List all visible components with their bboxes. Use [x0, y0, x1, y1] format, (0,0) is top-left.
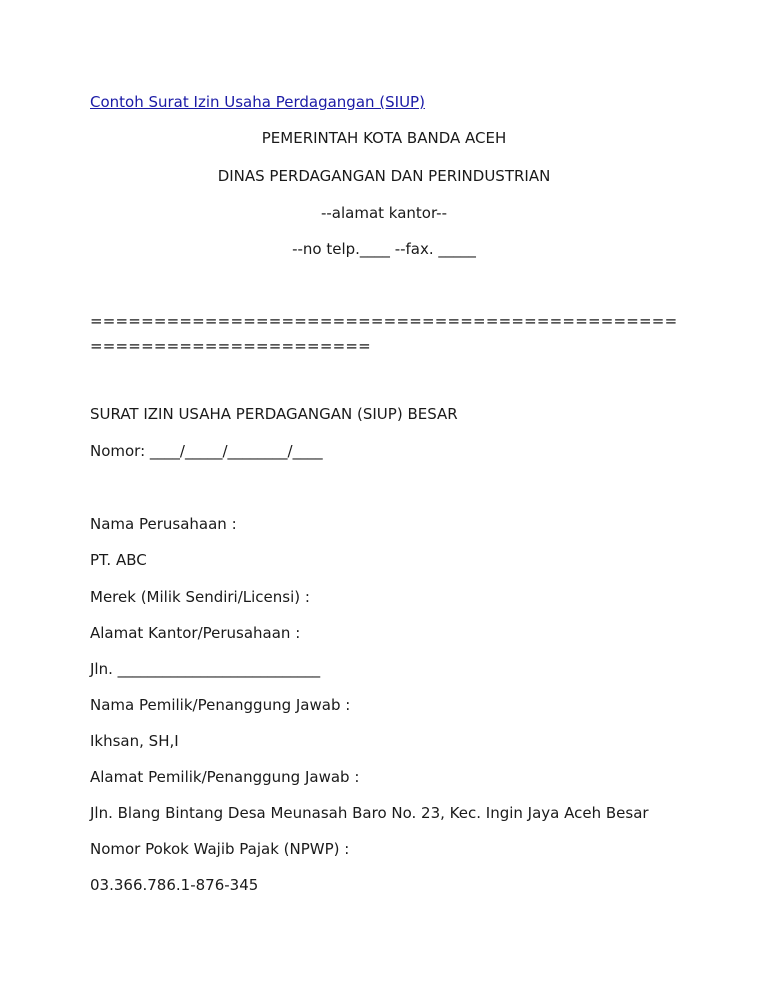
field-owner-name-value: Ikhsan, SH,I	[90, 732, 179, 750]
header-government: PEMERINTAH KOTA BANDA ACEH	[261, 129, 507, 147]
field-owner-address-value: Jln. Blang Bintang Desa Meunasah Baro No. 23, Kec. Ingin Jaya Aceh Besar	[90, 804, 649, 822]
field-npwp-value: 03.366.786.1-876-345	[90, 876, 259, 894]
field-owner-address-label: Alamat Pemilik/Penanggung Jawab :	[90, 768, 360, 786]
title-link[interactable]: Contoh Surat Izin Usaha Perdagangan (SIUP)	[90, 93, 425, 111]
separator-line-1: ==============================================	[90, 312, 678, 330]
header-phone-fax: --no telp.____ --fax. _____	[292, 240, 476, 258]
header-address: --alamat kantor--	[320, 204, 448, 222]
field-office-address-value: Jln. ___________________________	[90, 660, 321, 678]
field-office-address-label: Alamat Kantor/Perusahaan :	[90, 624, 301, 642]
separator-line-2: ======================	[90, 337, 371, 355]
document-heading: SURAT IZIN USAHA PERDAGANGAN (SIUP) BESAR	[90, 405, 458, 423]
field-npwp-label: Nomor Pokok Wajib Pajak (NPWP) :	[90, 840, 350, 858]
document-number: Nomor: ____/_____/________/____	[90, 442, 323, 460]
field-company-name-value: PT. ABC	[90, 551, 147, 569]
field-owner-name-label: Nama Pemilik/Penanggung Jawab :	[90, 696, 351, 714]
field-brand-label: Merek (Milik Sendiri/Licensi) :	[90, 588, 310, 606]
header-department: DINAS PERDAGANGAN DAN PERINDUSTRIAN	[217, 167, 551, 185]
field-company-name-label: Nama Perusahaan :	[90, 515, 237, 533]
